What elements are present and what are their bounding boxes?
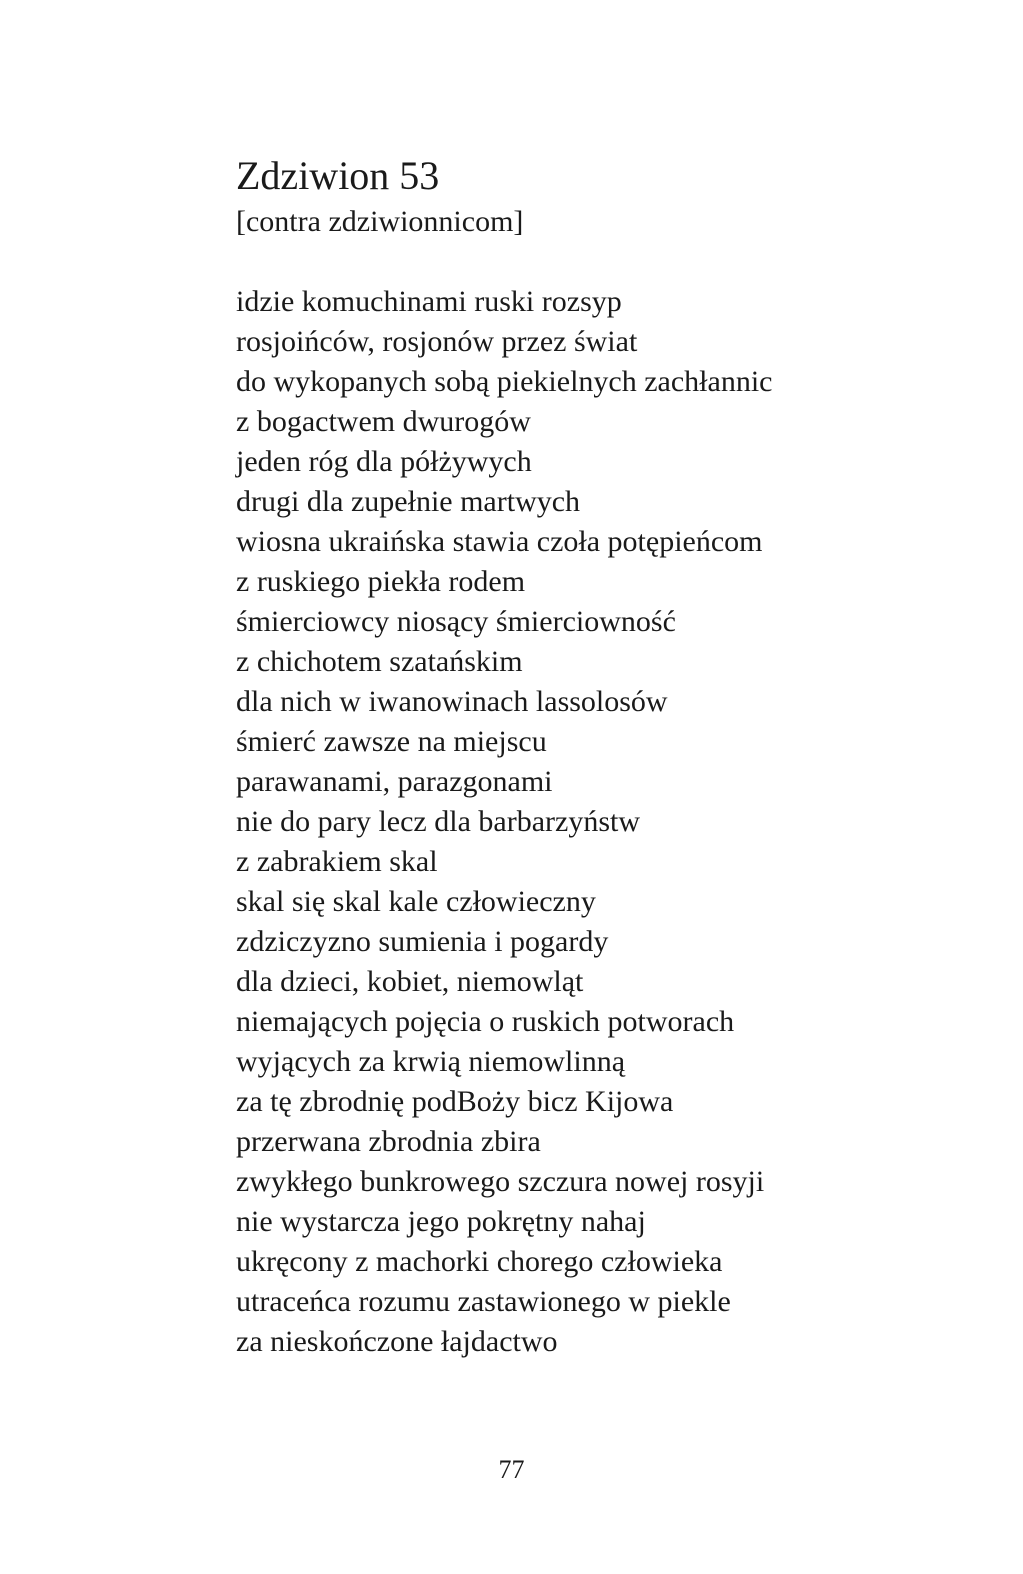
poem-line: za tę zbrodnię podBoży bicz Kijowa	[236, 1085, 674, 1118]
poem-title: Zdziwion 53	[236, 153, 440, 198]
poem-line: z chichotem szatańskim	[236, 645, 523, 678]
poem-line: zwykłego bunkrowego szczura nowej rosyji	[236, 1165, 765, 1198]
poem-line: rosjoińców, rosjonów przez świat	[236, 325, 638, 358]
poem-line: jeden róg dla półżywych	[236, 445, 532, 478]
poem-line: utraceńca rozumu zastawionego w piekle	[236, 1285, 731, 1318]
poem-line: wyjących za krwią niemowlinną	[236, 1045, 626, 1078]
poem-line: parawanami, parazgonami	[236, 765, 553, 798]
poem-line: dla nich w iwanowinach lassolosów	[236, 685, 668, 718]
poem-line: niemających pojęcia o ruskich potworach	[236, 1005, 735, 1038]
poem-line: do wykopanych sobą piekielnych zachłannic	[236, 365, 773, 398]
poem-line: nie wystarcza jego pokrętny nahaj	[236, 1205, 646, 1238]
poem-line: z ruskiego piekła rodem	[236, 565, 526, 598]
poem-line: idzie komuchinami ruski rozsyp	[236, 285, 622, 318]
poem-line: drugi dla zupełnie martwych	[236, 485, 581, 518]
poem-line: śmierć zawsze na miejscu	[236, 725, 547, 758]
poem-line: przerwana zbrodnia zbira	[236, 1125, 541, 1158]
poem-line: wiosna ukraińska stawia czoła potępieńcom	[236, 525, 763, 558]
poem-line: z bogactwem dwurogów	[236, 405, 531, 438]
page-number: 77	[498, 1455, 525, 1484]
poem-line: dla dzieci, kobiet, niemowląt	[236, 965, 584, 998]
poem-line: zdziczyzno sumienia i pogardy	[236, 925, 609, 958]
poem-line: ukręcony z machorki chorego człowieka	[236, 1245, 723, 1278]
poem-subtitle: [contra zdziwionnicom]	[236, 205, 524, 238]
poem-line: za nieskończone łajdactwo	[236, 1325, 558, 1358]
poem-line: skal się skal kale człowieczny	[236, 885, 596, 918]
poem-body	[236, 282, 772, 1362]
poem-line: z zabrakiem skal	[236, 845, 438, 878]
poem-line: nie do pary lecz dla barbarzyństw	[236, 805, 640, 838]
poem-line: śmierciowcy niosący śmierciowność	[236, 605, 676, 638]
